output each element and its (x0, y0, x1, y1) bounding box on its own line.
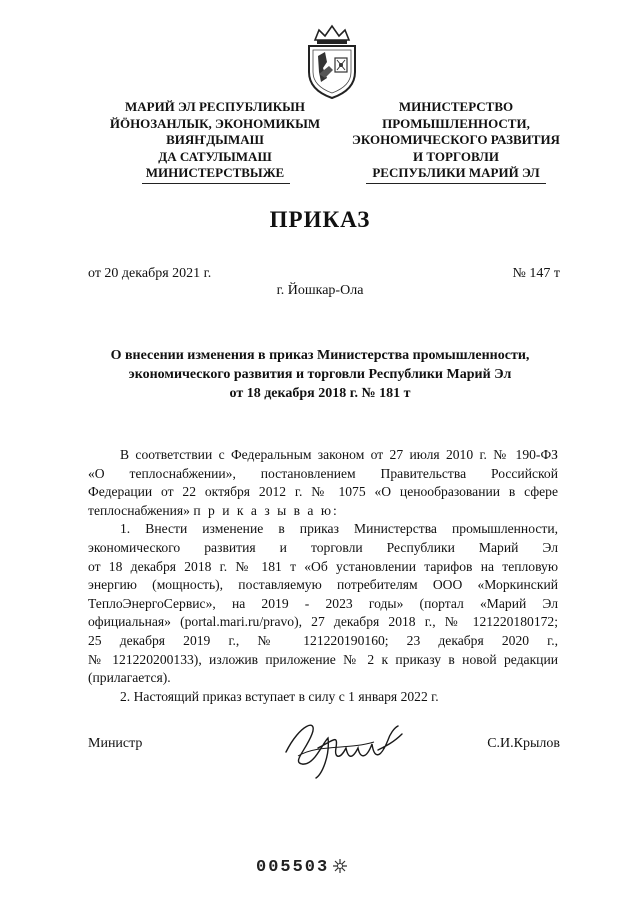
header-left-line: ВИЯҤДЫМАШ (166, 132, 264, 147)
body-line: 25 декабря 2019 г., № 121220190160; 23 декабря 2020 г., (88, 632, 558, 648)
body-line: (прилагается). (88, 670, 171, 686)
body-line: 2. Настоящий приказ вступает в силу с 1 января 2022 г. (120, 688, 439, 704)
body-line: «О теплоснабжении», постановлением Правительства Российской (88, 465, 558, 481)
header-left-line: ДА САТУЛЫМАШ (158, 148, 272, 164)
header-left-line: ЙӦНОЗАНЛЫК, ЭКОНОМИКЫМ (109, 115, 321, 131)
coat-of-arms-emblem (303, 22, 361, 100)
header-right-line: РЕСПУБЛИКИ МАРИЙ ЭЛ (372, 165, 540, 180)
order-city: г. Йошкар-Ола (276, 283, 364, 298)
header-right-line: МИНИСТЕРСТВО (398, 99, 514, 114)
body-line: № 121220200133), изложив приложение № 2 к приказу в новой редакции (88, 651, 558, 667)
body-line: экономического развития и торговли Республики Марий Эл (88, 539, 558, 555)
header-left-line: МИНИСТЕРСТВЫЖЕ (145, 165, 285, 180)
body-line: В соответствии с Федеральным законом от 27 июля 2010 г. № 190-ФЗ (120, 447, 558, 462)
order-number: № 147 т (512, 266, 560, 281)
header-right-underline (366, 183, 546, 184)
order-subject (80, 346, 560, 403)
signatory-position: Министр (88, 736, 143, 751)
order-date: от 20 декабря 2021 г. (88, 266, 212, 281)
document-title: ПРИКАЗ (269, 207, 371, 232)
body-line: от 18 декабря 2018 г. № 181 т «Об установлении тарифов на тепловую (88, 558, 558, 574)
subject-line: О внесении изменения в приказ Министерства промышленности, (110, 348, 530, 363)
ministry-header-mari (100, 99, 330, 182)
ministry-header-russian (340, 99, 572, 182)
subject-line: экономического развития и торговли Республики Марий Эл (128, 367, 512, 382)
order-verb: п р и к а з ы в а ю: (193, 502, 339, 518)
body-text: теплоснабжения» (88, 502, 190, 518)
signatory-name: С.И.Крылов (487, 736, 560, 751)
star-mark-icon (332, 858, 348, 874)
order-body (88, 446, 558, 706)
body-line: официальная» (portal.mari.ru/pravo), 27 декабря 2018 г., № 121220180172; (88, 614, 558, 630)
handwritten-signature (278, 704, 408, 784)
header-right-line: ПРОМЫШЛЕННОСТИ, (382, 115, 530, 131)
body-line: ТеплоЭнергоСервис», на 2019 - 2023 годы» (портал «Марий Эл (88, 595, 558, 611)
header-right-line: ЭКОНОМИЧЕСКОГО РАЗВИТИЯ (352, 132, 560, 147)
body-line: Федерации от 22 октября 2012 г. № 1075 «О ценообразовании в сфере (88, 484, 558, 500)
body-line: энергию (мощность), поставляемую потребителям ООО «Моркинский (88, 577, 558, 593)
header-right-line: И ТОРГОВЛИ (413, 148, 499, 164)
header-left-line: МАРИЙ ЭЛ РЕСПУБЛИКЫН (124, 99, 306, 114)
header-left-underline (142, 183, 290, 184)
serial-number: 005503 (256, 858, 330, 877)
body-line: 1. Внести изменение в приказ Министерства промышленности, (120, 521, 558, 537)
subject-line: от 18 декабря 2018 г. № 181 т (229, 386, 411, 401)
body-line (88, 502, 558, 521)
